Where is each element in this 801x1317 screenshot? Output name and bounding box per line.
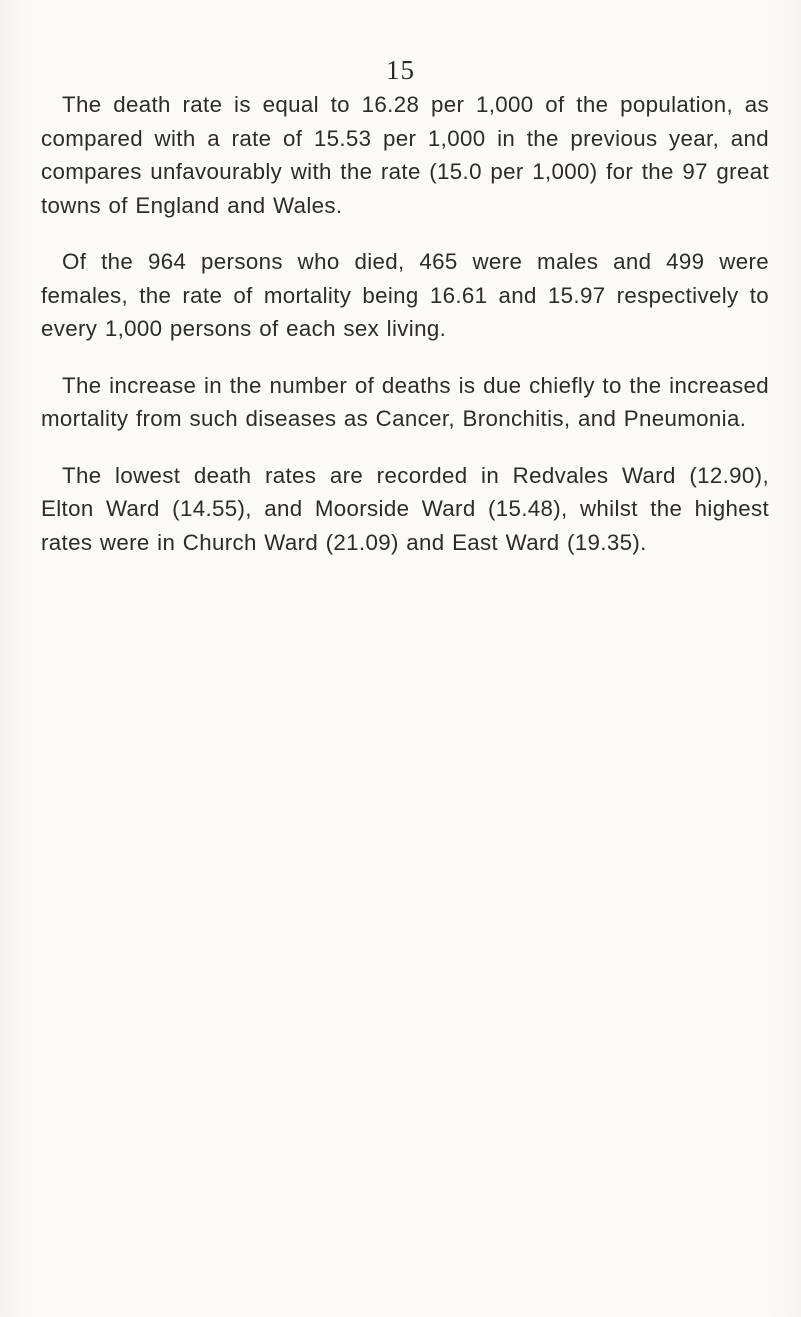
paragraph-ward-rates: The lowest death rates are recorded in Redvales Ward (12.90), Elton Ward (14.55), and Moorside Ward (15.48), whilst the highest rates were in Church Ward (21.09) and East Ward (19.35). (41, 462, 769, 555)
page-number: 15 (386, 55, 415, 85)
paragraph-death-rate: The death rate is equal to 16.28 per 1,000 of the population, as compared with a rate of 15.53 per 1,000 in the previous year, and compares unfavourably with the rate (15.0 per 1,000) for the 97 great towns of England and Wales. (41, 92, 769, 218)
paragraph-deaths-by-sex: Of the 964 persons who died, 465 were males and 499 were females, the rate of mortality being 16.61 and 15.97 respectively to every 1,000 persons of each sex living. (41, 249, 769, 341)
report-body (41, 88, 769, 582)
paragraph-increase-causes: The increase in the number of deaths is due chiefly to the increased mortality from such diseases as Cancer, Bronchitis, and Pneumonia. (41, 372, 769, 431)
